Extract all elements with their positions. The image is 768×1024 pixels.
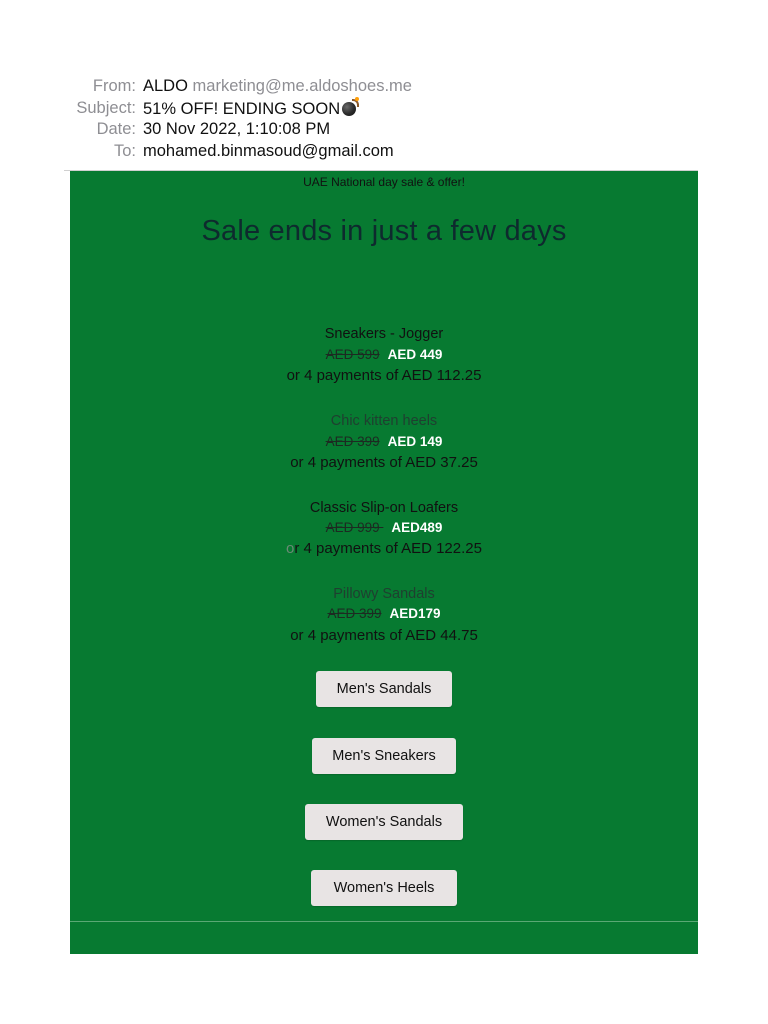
sale-price: AED179	[389, 606, 441, 621]
installment-rest: r 4 payments of AED 122.25	[294, 540, 482, 557]
old-price: AED 399	[327, 606, 382, 621]
product-prices	[70, 434, 698, 449]
womens-heels-button[interactable]: Women's Heels	[311, 870, 457, 906]
recipient-address[interactable]: mohamed.binmasoud@gmail.com	[143, 141, 394, 160]
subject-text: 51% OFF! ENDING SOON	[143, 99, 341, 118]
product-name[interactable]: Sneakers - Jogger	[324, 326, 444, 342]
headline: Sale ends in just a few days	[201, 215, 567, 247]
sender-name[interactable]: ALDO	[143, 77, 188, 95]
date-value: 30 Nov 2022, 1:10:08 PM	[143, 120, 331, 138]
email-header	[0, 76, 768, 162]
email-body	[70, 171, 698, 921]
old-price: AED 399	[325, 434, 380, 449]
product-name[interactable]: Chic kitten heels	[330, 413, 438, 429]
to-label: To:	[113, 141, 136, 160]
old-price: AED 999	[325, 520, 384, 535]
date-row	[0, 119, 768, 141]
to-row	[0, 141, 768, 163]
sender-address[interactable]: marketing@me.aldoshoes.me	[192, 77, 412, 95]
product-prices	[70, 520, 698, 535]
email-footer	[70, 922, 698, 954]
installment-text: or 4 payments of AED 44.75	[290, 627, 478, 644]
from-label: From:	[92, 77, 136, 95]
sale-price: AED 449	[387, 347, 443, 362]
date-label: Date:	[96, 120, 136, 138]
from-row	[0, 76, 768, 98]
mens-sandals-button[interactable]: Men's Sandals	[316, 671, 452, 707]
womens-sandals-button[interactable]: Women's Sandals	[305, 804, 463, 840]
installment-first-letter: o	[286, 540, 295, 557]
product-prices	[70, 606, 698, 621]
sale-price: AED 149	[387, 434, 443, 449]
product-name[interactable]: Pillowy Sandals	[333, 586, 435, 602]
subject-label: Subject:	[76, 98, 136, 117]
subject-row	[0, 98, 768, 120]
subject	[143, 98, 359, 121]
installment-text	[70, 540, 698, 557]
old-price: AED 599	[325, 347, 380, 362]
bomb-icon	[341, 98, 359, 116]
product-name[interactable]: Classic Slip-on Loafers	[309, 500, 459, 516]
sender[interactable]	[143, 76, 412, 98]
mens-sneakers-button[interactable]: Men's Sneakers	[312, 738, 456, 774]
installment-text: or 4 payments of AED 37.25	[290, 454, 478, 471]
preheader-text: UAE National day sale & offer!	[303, 175, 465, 189]
installment-text: or 4 payments of AED 112.25	[286, 367, 482, 384]
sale-price: AED489	[391, 520, 443, 535]
product-prices	[70, 347, 698, 362]
